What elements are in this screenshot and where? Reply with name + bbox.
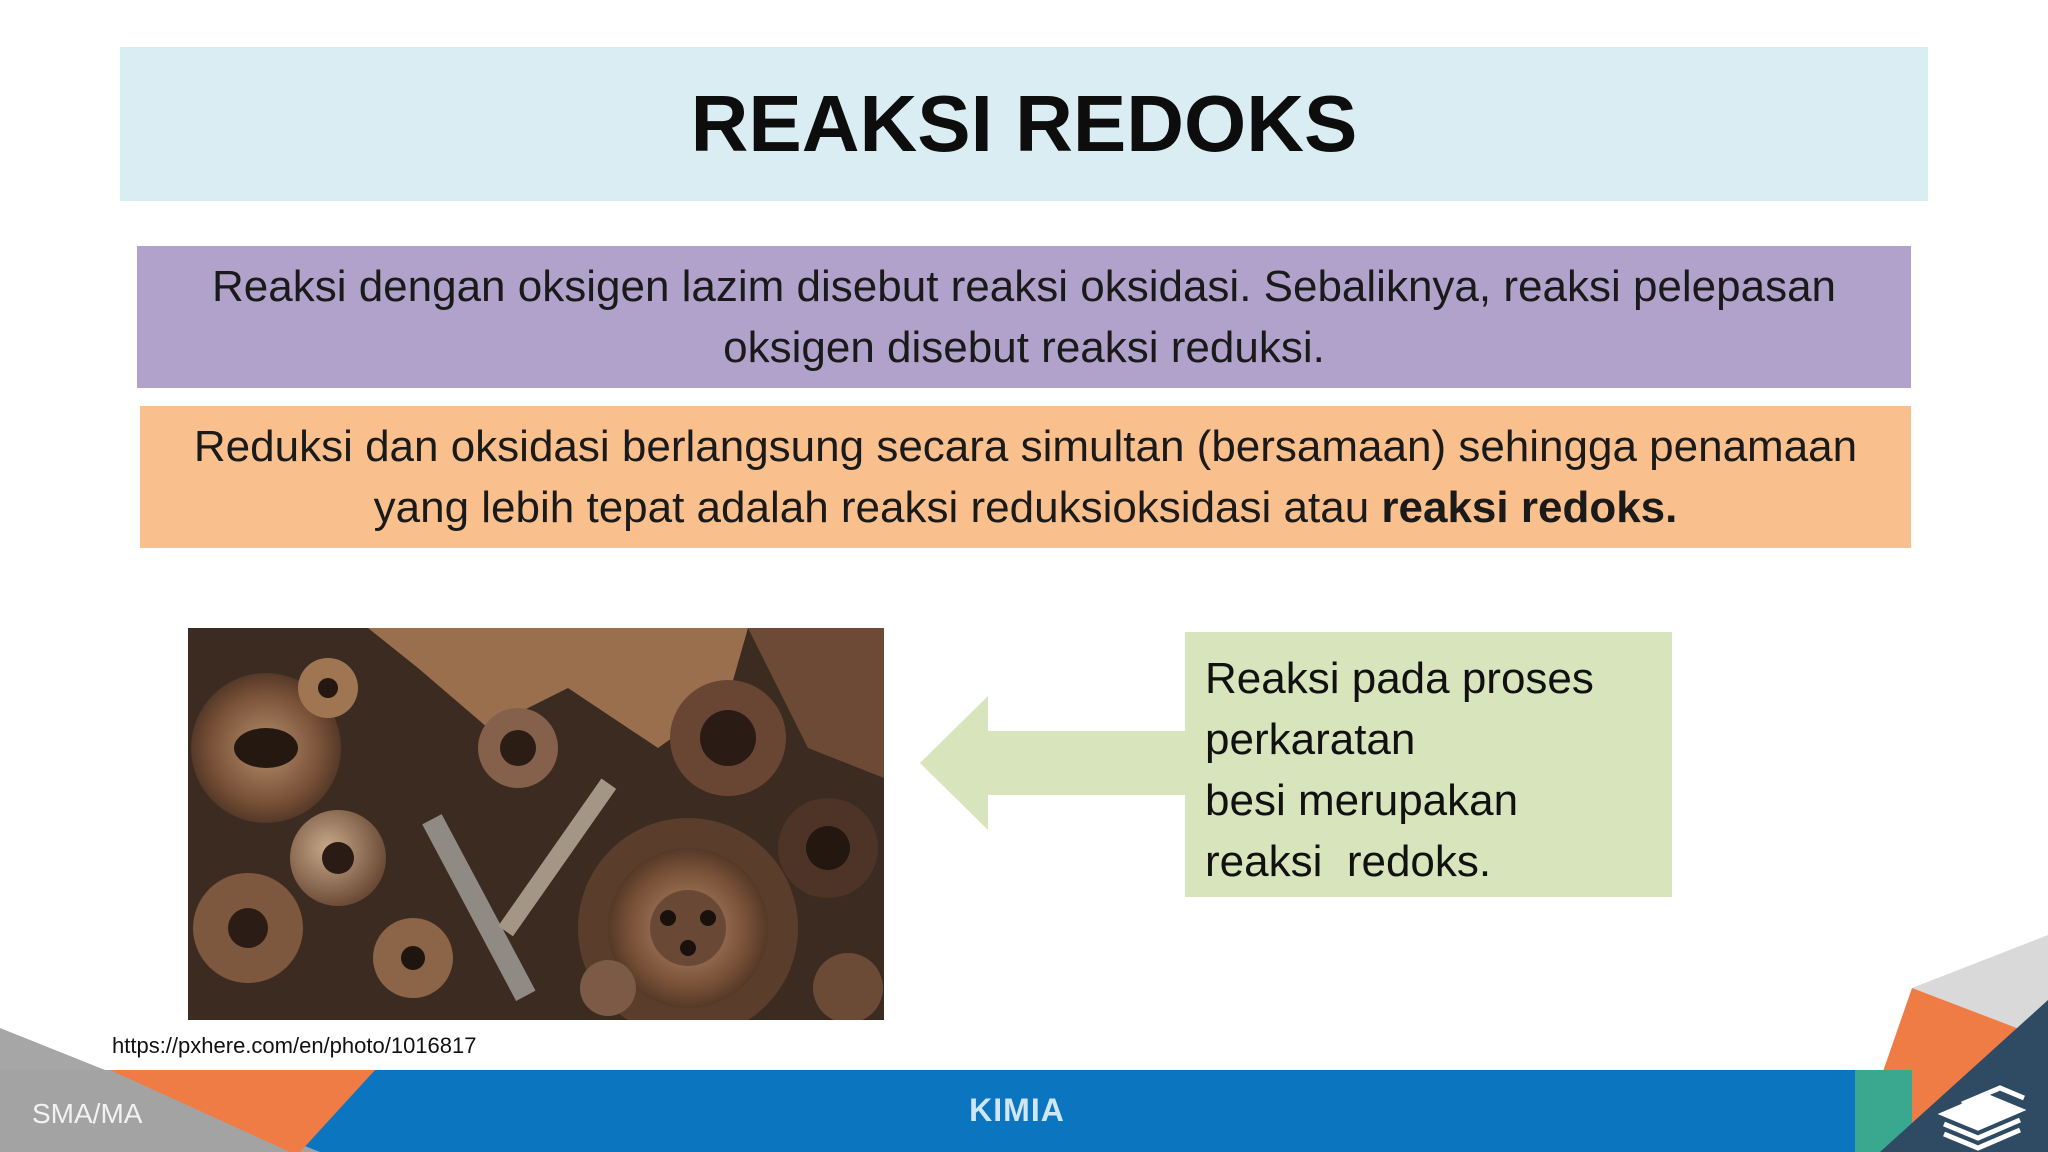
redox-text-main: Reduksi dan oksidasi berlangsung secara simultan (bersamaan) sehingga penamaan yang lebih tepat adalah reaksi reduksioksidasi atau (193, 422, 1858, 532)
footer-subject-label: KIMIA (969, 1092, 1065, 1128)
definition-text: Reaksi dengan oksigen lazim disebut reaksi oksidasi. Sebaliknya, reaksi pelepasan oksigen disebut reaksi reduksi. (211, 262, 1837, 372)
callout-line: reaksi redoks. (1205, 837, 1492, 886)
image-source-url[interactable]: https://pxhere.com/en/photo/1016817 (112, 1033, 477, 1058)
slide-title: REAKSI REDOKS (690, 79, 1358, 168)
redox-text-bold: reaksi redoks. (1381, 483, 1678, 532)
footer-level-label: SMA/MA (32, 1098, 143, 1129)
callout-line: besi merupakan (1205, 776, 1519, 825)
callout-line: Reaksi pada proses (1205, 654, 1594, 703)
callout-line: perkaratan (1205, 715, 1416, 764)
